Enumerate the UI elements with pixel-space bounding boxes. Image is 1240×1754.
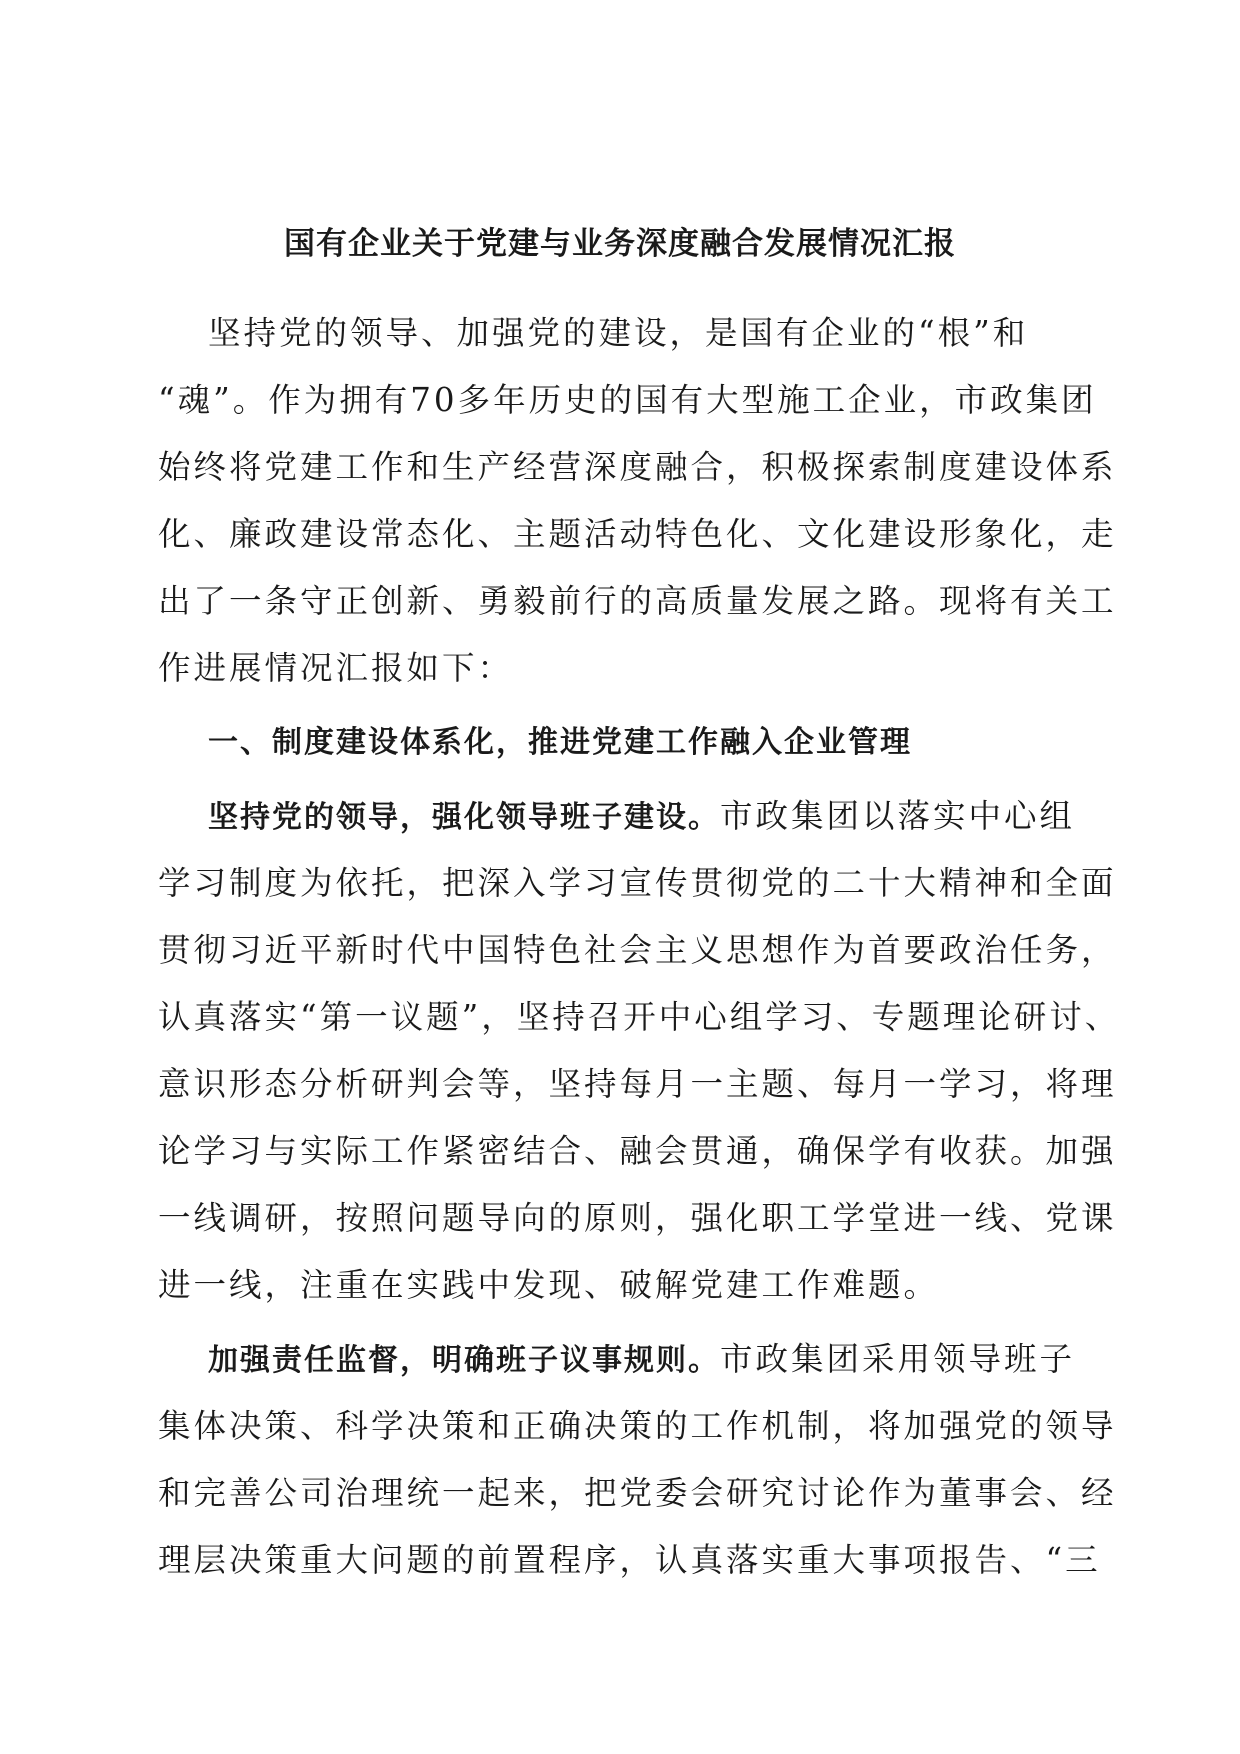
text-line	[158, 783, 1082, 850]
text-line: 进一线，注重在实践中发现、破解党建工作难题。	[158, 1266, 940, 1304]
paragraph-2	[158, 1326, 1117, 1594]
text-line: 始终将党建工作和生产经营深度融合，积极探索制度建设体系	[158, 448, 1117, 486]
text-line: 认真落实“第一议题”，坚持召开中心组学习、专题理论研讨、	[158, 998, 1121, 1036]
spacer	[158, 776, 1082, 783]
paragraph-text: 市政集团以落实中心组	[720, 797, 1076, 835]
paragraph-lead: 加强责任监督，明确班子议事规则。	[208, 1343, 720, 1378]
paragraph-text: 市政集团采用领导班子	[720, 1340, 1076, 1378]
spacer	[158, 702, 1082, 709]
text-line	[158, 1326, 1082, 1393]
document-body	[158, 300, 1121, 1594]
text-line: 学习制度为依托，把深入学习宣传贯彻党的二十大精神和全面	[158, 864, 1117, 902]
text-line: 理层决策重大问题的前置程序，认真落实重大事项报告、“三	[158, 1541, 1101, 1579]
intro-paragraph	[158, 300, 1117, 702]
section-heading: 一、制度建设体系化，推进党建工作融入企业管理	[208, 725, 912, 760]
text-line: “魂”。作为拥有70多年历史的国有大型施工企业，市政集团	[158, 381, 1097, 419]
text-line: 作进展情况汇报如下：	[158, 649, 514, 687]
text-line: 出了一条守正创新、勇毅前行的高质量发展之路。现将有关工	[158, 582, 1117, 620]
text-line: 意识形态分析研判会等，坚持每月一主题、每月一学习，将理	[158, 1065, 1117, 1103]
text-line: 和完善公司治理统一起来，把党委会研究讨论作为董事会、经	[158, 1474, 1117, 1512]
text-line: 化、廉政建设常态化、主题活动特色化、文化建设形象化，走	[158, 515, 1117, 553]
text-line: 一线调研，按照问题导向的原则，强化职工学堂进一线、党课	[158, 1199, 1117, 1237]
text-line: 集体决策、科学决策和正确决策的工作机制，将加强党的领导	[158, 1407, 1117, 1445]
paragraph-1	[158, 783, 1121, 1319]
text-line: 论学习与实际工作紧密结合、融会贯通，确保学有收获。加强	[158, 1132, 1117, 1170]
text-line: 坚持党的领导、加强党的建设，是国有企业的“根”和	[208, 314, 1029, 352]
paragraph-lead: 坚持党的领导，强化领导班子建设。	[208, 800, 720, 835]
document-title: 国有企业关于党建与业务深度融合发展情况汇报	[284, 226, 956, 262]
text-line: 贯彻习近平新时代中国特色社会主义思想作为首要政治任务，	[158, 931, 1117, 969]
spacer	[158, 1319, 1082, 1326]
